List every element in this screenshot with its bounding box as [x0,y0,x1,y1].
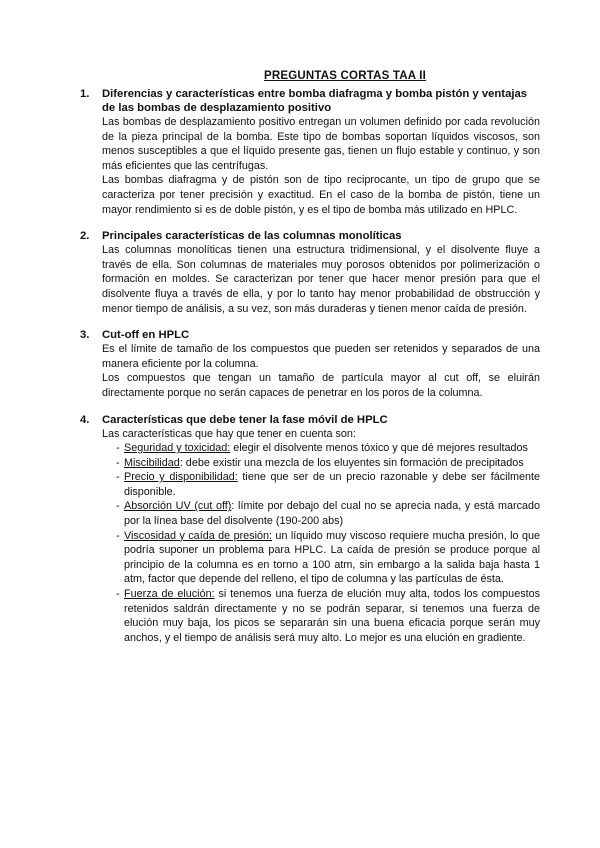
section-body [102,427,540,646]
document-title: PREGUNTAS CORTAS TAA II [264,70,426,82]
list-item-term: Viscosidad y caída de presión: [124,529,272,542]
list-item-text [124,441,540,456]
section-heading [80,328,540,342]
list-item-term: Miscibilidad [124,456,180,469]
list-item-description: : debe existir una mezcla de los eluyentes sin formación de precipitados [179,456,524,469]
section-number: 2. [80,230,90,243]
section-body [102,115,540,217]
list-dash: - [116,442,120,455]
section-heading [80,229,540,243]
section-1 [80,87,540,217]
list-dash: - [116,529,120,542]
list-item-term: Fuerza de elución: [124,588,215,601]
paragraph: Las bombas diafragma y de pistón son de tipo reciprocante, un tipo de grupo que se caracteriza por tener precisión y exactitud. En el caso de la bomba de pistón, tiene un mayor rendimiento si es de doble pistón, y es el tipo de bomba más utilizado en HPLC. [102,174,540,216]
section-number: 4. [80,413,90,426]
list-item-text [124,456,540,471]
section-number: 3. [80,329,90,342]
list-item-description: tiene que ser de un precio razonable y debe ser fácilmente disponible. [124,471,540,498]
section-title: Diferencias y características entre bomba diafragma y bomba pistón y ventajas de las bombas de desplazamiento positivo [102,88,528,114]
paragraph: Las bombas de desplazamiento positivo entregan un volumen definido por cada revolución de la pieza principal de la bomba. Este tipo de bombas soportan líquidos viscosos, son menos susceptibles a que el líquido presente gas, tienen un flujo estable y continuo, y son más eficientes que las centrífugas. [102,116,540,172]
section-title: Características que debe tener la fase móvil de HPLC [102,413,388,426]
list-item [102,499,540,528]
list-item-text [124,470,540,499]
list-item-description: un líquido muy viscoso requiere mucha presión, lo que podría suponer un problema para HPLC. La caída de presión se produce porque al principio de la columna es en torno a 100 atm, sin embargo a la salida baja hasta 1 atm, factor que depende del relleno, el tipo de columna y las partículas de ésta. [124,529,540,586]
list-item-text [124,529,540,587]
list-item-description: : límite por debajo del cual no se aprecia nada, y está marcado por la línea base del disolvente (190-200 abs) [124,500,540,528]
list-item-description: si tenemos una fuerza de elución muy alta, todos los compuestos retenidos saldrán directamente y no se podrán separar, si tenemos una fuerza de elución muy baja, los picos se separarán sin una buena eficacia porque serán muy anchos, y el tiempo de análisis será muy alto. Lo mejor es una elución en gradiente. [124,588,540,644]
list-item-term: Seguridad y toxicidad: [124,442,231,455]
section-heading [80,87,540,115]
section-2 [80,229,540,316]
list-item [102,470,540,499]
section-number: 1. [80,88,90,100]
paragraph: Las características que hay que tener en cuenta son: [102,427,356,440]
list-dash: - [116,500,120,513]
paragraph: Es el límite de tamaño de los compuestos que pueden ser retenidos y separados de una manera eficiente por la columna. [102,343,540,370]
section-heading [80,413,540,427]
section-body [102,342,540,400]
list-item-term: Absorción UV (cut off) [124,500,232,513]
list-dash: - [116,456,120,469]
list-item [102,456,540,471]
list-item [102,529,540,587]
list-item-text [124,587,540,645]
paragraph: Los compuestos que tengan un tamaño de partícula mayor al cut off, se eluirán directamente porque no serán capaces de penetrar en los poros de la columna. [102,372,540,399]
list-item [102,587,540,645]
list-item-description: elegir el disolvente menos tóxico y que dé mejores resultados [230,442,528,455]
paragraph: Las columnas monolíticas tienen una estructura tridimensional, y el disolvente fluye a través de ella. Son columnas de materiales muy porosos obtenidos por polimerización o formación en moldes. Se caracterizan por tener que hacer menor presión para que el disolvente fluya a través de ella, y por lo tanto hay menor probabilidad de obstrucción y menor tiempo de análisis, a su vez, son más duraderas y tienen menor caída de presión. [102,244,540,315]
list-dash: - [116,588,120,601]
section-3 [80,328,540,400]
section-4 [80,413,540,646]
criteria-list [102,441,540,645]
section-title: Cut-off en HPLC [102,329,190,342]
list-item-term: Precio y disponibilidad: [124,471,238,484]
section-body [102,243,540,316]
list-dash: - [116,471,120,484]
list-item-text [124,499,540,528]
list-item [102,441,540,456]
section-title: Principales características de las columnas monolíticas [102,230,402,243]
